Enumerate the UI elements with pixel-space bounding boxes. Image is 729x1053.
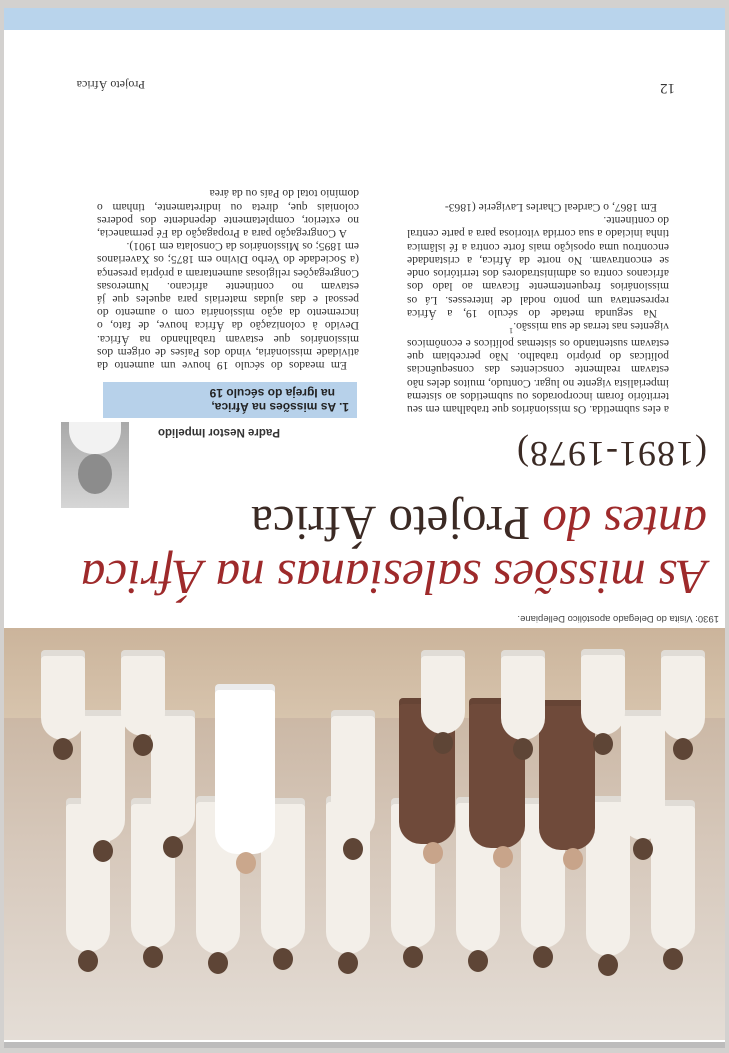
paragraph: Na segunda metade do século 19, a África representava um ponto nodal de interesses. Lá os missionários frequentemente ficavam ao lado dos africanos contra os administradores dos territórios onde se encontravam. No norte da África, a cristandade encontrou uma oposição mais forte contra a fé islâmica tinha iniciado a sua corrida vitoriosa para a parte central do continente. bbox=[407, 214, 669, 320]
photo-person bbox=[121, 650, 165, 736]
page-edge bbox=[4, 1042, 725, 1048]
historical-group-photo bbox=[4, 628, 725, 1040]
paragraph: Em 1867, o Cardeal Charles Lavigerie (1863- bbox=[444, 201, 657, 215]
text-column-left bbox=[407, 116, 669, 416]
title-line-1: As missões salesianas na África bbox=[80, 550, 707, 605]
paragraph-text: a eles submetida. Os missionários que trabalham em seu território foram incorporados ou submetidos ao sistema imperialista vigente no lugar. Contudo, muitos deles não estavam realmente conscientes das consequências políticas do próprio trabalho. Não percebiam que estavam sustentando os sistemas políticos e econômicos vigentes nas terras de sua missão. bbox=[407, 319, 669, 416]
footnote-mark: 1 bbox=[509, 325, 514, 335]
photo-person bbox=[621, 710, 665, 840]
page-number: 12 bbox=[660, 80, 675, 96]
photo-caption: 1930: Visita do Delegado apostólico Dellepiane. bbox=[517, 613, 719, 624]
photo-person bbox=[331, 710, 375, 840]
document-page bbox=[4, 8, 725, 1048]
title-line-2 bbox=[107, 497, 707, 549]
paragraph bbox=[407, 320, 669, 416]
portrait-body bbox=[69, 422, 121, 454]
running-head: Projeto África bbox=[76, 78, 145, 92]
section-heading bbox=[103, 382, 357, 418]
title-years: (1891-1978) bbox=[516, 434, 707, 474]
photo-person bbox=[581, 649, 625, 735]
photo-person bbox=[81, 710, 125, 842]
photo-person bbox=[661, 650, 705, 740]
portrait-face bbox=[78, 454, 112, 494]
paragraph: A Congregação para a Propagação da Fé permanecia, no exterior, completamente dependente dos poderes coloniais que, direta ou indiretamente, tinham o domínio total do País ou da área bbox=[97, 187, 359, 240]
author-name: Padre Nestor Impelido bbox=[157, 426, 280, 438]
text-column-right bbox=[97, 112, 359, 372]
photo-person bbox=[421, 650, 465, 734]
photo-person bbox=[215, 684, 275, 854]
title-line-2-regular: Projeto África bbox=[251, 496, 531, 551]
section-heading-line-1: 1. As missões na África, bbox=[211, 400, 349, 414]
title-line-2-italic: antes do bbox=[542, 496, 707, 551]
section-heading-line-2: na Igreja do século 19 bbox=[209, 386, 335, 400]
footer-band bbox=[4, 8, 725, 30]
paragraph: Em meados do século 19 houve um aumento da atividade missionária, vindo dos Países de origem dos missionários que estavam trabalhando na África. Devido à colonização da África houve, de fato, o incremento da ação missionária com o aumento do pessoal e das ajudas materiais para aqueles que já estavam no continente africano. Numerosas Congregações religiosas aumentaram a própria presença (a Sociedade do Verbo Divino em 1875; os Xaverianos em 1895; os Missionários da Consolata em 1901). bbox=[97, 240, 359, 372]
photo-person bbox=[41, 650, 85, 740]
photo-person bbox=[501, 650, 545, 740]
article-title bbox=[80, 434, 707, 605]
author-portrait bbox=[61, 422, 129, 508]
